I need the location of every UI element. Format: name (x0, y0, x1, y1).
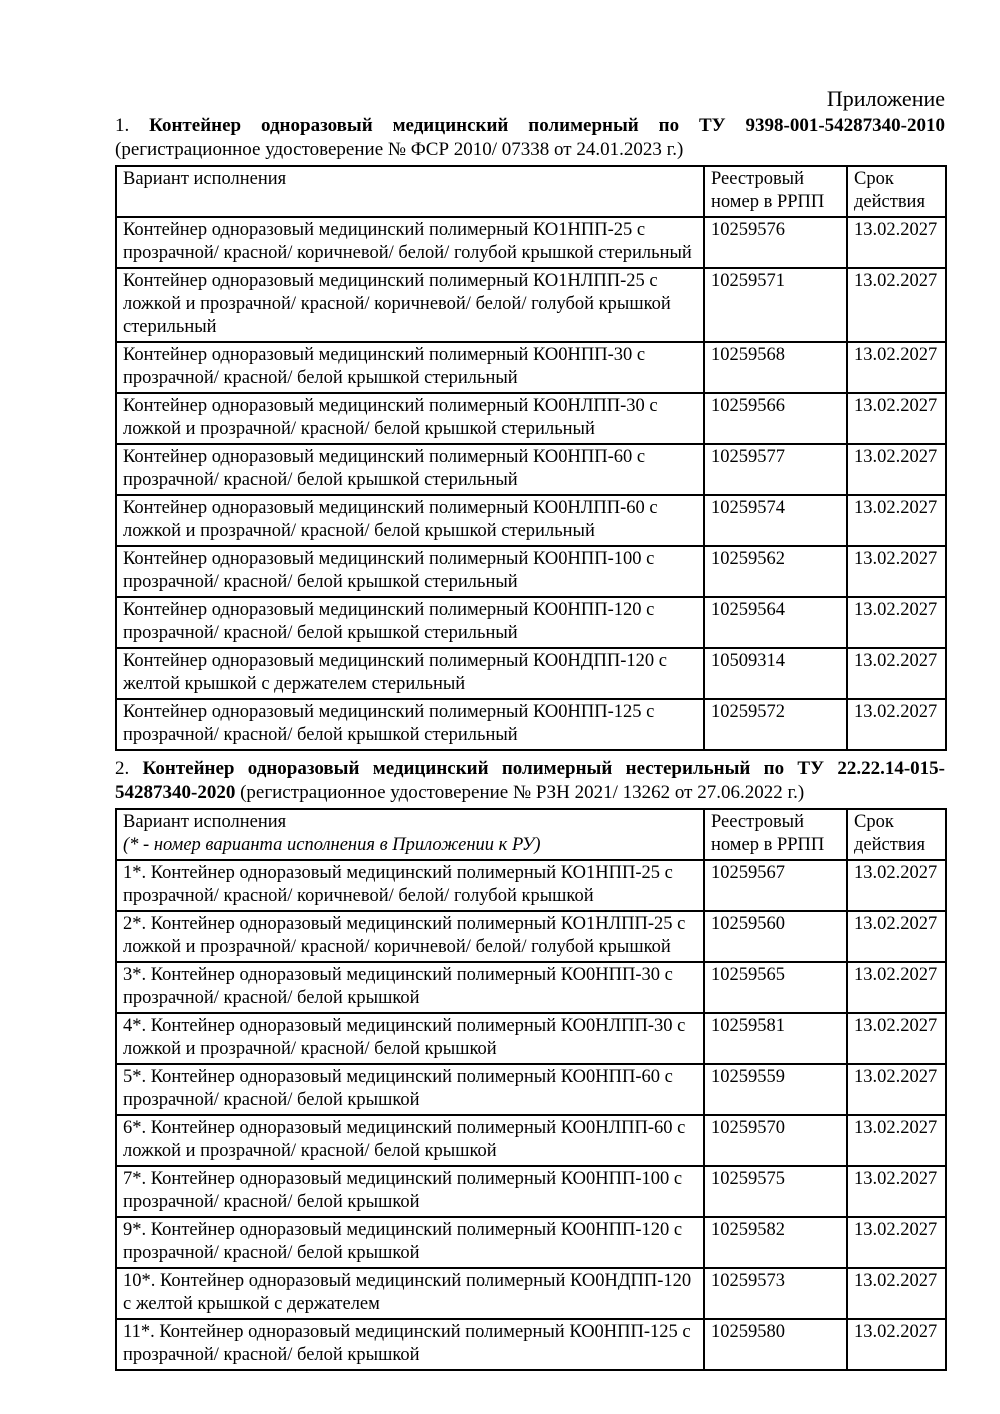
table-header (116, 809, 946, 860)
table-row (116, 1319, 946, 1370)
section-heading (115, 114, 945, 162)
section-title: Контейнер одноразовый медицинский полимерный нестерильный по ТУ 22.22.14-015-54287340-2020 (115, 758, 945, 803)
variant-cell: Контейнер одноразовый медицинский полимерный КО0НПП-60 с прозрачной/ красной/ белой крышкой стерильный (116, 444, 704, 495)
variant-cell: 9*. Контейнер одноразовый медицинский полимерный КО0НПП-120 с прозрачной/ красной/ белой крышкой (116, 1217, 704, 1268)
table-row (116, 648, 946, 699)
column-header-variant-label: Вариант исполнения (123, 169, 287, 189)
table-row (116, 268, 946, 342)
table-row (116, 217, 946, 268)
table-row (116, 1166, 946, 1217)
expiry-date-cell: 13.02.2027 (847, 1268, 946, 1319)
table-row (116, 546, 946, 597)
column-header-expiry: Срок действия (847, 166, 946, 217)
appendix-label: Приложение (826, 86, 945, 111)
registry-number-cell: 10259565 (704, 962, 847, 1013)
variant-cell: Контейнер одноразовый медицинский полимерный КО0НПП-120 с прозрачной/ красной/ белой крышкой стерильный (116, 597, 704, 648)
registry-number-cell: 10259564 (704, 597, 847, 648)
variant-cell: 6*. Контейнер одноразовый медицинский полимерный КО0НЛПП-60 с ложкой и прозрачной/ красной/ белой крышкой (116, 1115, 704, 1166)
variant-cell: 10*. Контейнер одноразовый медицинский полимерный КО0НДПП-120 с желтой крышкой с держателем (116, 1268, 704, 1319)
registry-number-cell: 10259577 (704, 444, 847, 495)
registry-number-cell: 10259581 (704, 1013, 847, 1064)
variant-cell: 4*. Контейнер одноразовый медицинский полимерный КО0НЛПП-30 с ложкой и прозрачной/ красной/ белой крышкой (116, 1013, 704, 1064)
variant-cell: 2*. Контейнер одноразовый медицинский полимерный КО1НЛПП-25 с ложкой и прозрачной/ красной/ коричневой/ белой/ голубой крышкой (116, 911, 704, 962)
expiry-date-cell: 13.02.2027 (847, 911, 946, 962)
variant-cell: Контейнер одноразовый медицинский полимерный КО1НЛПП-25 с ложкой и прозрачной/ красной/ коричневой/ белой/ голубой крышкой стерильный (116, 268, 704, 342)
expiry-date-cell: 13.02.2027 (847, 268, 946, 342)
table-header-row (116, 809, 946, 860)
section-heading (115, 757, 945, 805)
section-number: 1. (115, 115, 130, 136)
expiry-date-cell: 13.02.2027 (847, 217, 946, 268)
table-body (116, 860, 946, 1370)
expiry-date-cell: 13.02.2027 (847, 1115, 946, 1166)
table-header-row (116, 166, 946, 217)
registry-table-nonsterile (115, 808, 947, 1371)
table-row (116, 342, 946, 393)
registry-number-cell: 10259571 (704, 268, 847, 342)
registry-number-cell: 10259580 (704, 1319, 847, 1370)
table-row (116, 860, 946, 911)
registry-number-cell: 10259567 (704, 860, 847, 911)
variant-cell: 3*. Контейнер одноразовый медицинский полимерный КО0НПП-30 с прозрачной/ красной/ белой крышкой (116, 962, 704, 1013)
expiry-date-cell: 13.02.2027 (847, 962, 946, 1013)
expiry-date-cell: 13.02.2027 (847, 342, 946, 393)
registry-number-cell: 10259559 (704, 1064, 847, 1115)
variant-cell: Контейнер одноразовый медицинский полимерный КО0НЛПП-30 с ложкой и прозрачной/ красной/ белой крышкой стерильный (116, 393, 704, 444)
registry-table-sterile (115, 165, 947, 751)
section-subtitle: (регистрационное удостоверение № ФСР 2010/ 07338 от 24.01.2023 г.) (115, 139, 684, 160)
table-row (116, 699, 946, 750)
registry-number-cell: 10259570 (704, 1115, 847, 1166)
table-row (116, 597, 946, 648)
table-row (116, 444, 946, 495)
registry-number-cell: 10259562 (704, 546, 847, 597)
table-row (116, 1013, 946, 1064)
variant-cell: Контейнер одноразовый медицинский полимерный КО1НПП-25 с прозрачной/ красной/ коричневой/ белой/ голубой крышкой стерильный (116, 217, 704, 268)
column-header-variant-label: Вариант исполнения (123, 812, 287, 832)
section-subtitle: (регистрационное удостоверение № РЗН 2021/ 13262 от 27.06.2022 г.) (240, 782, 805, 803)
section-title: Контейнер одноразовый медицинский полимерный по ТУ 9398-001-54287340-2010 (149, 115, 945, 136)
variant-cell: Контейнер одноразовый медицинский полимерный КО0НЛПП-60 с ложкой и прозрачной/ красной/ белой крышкой стерильный (116, 495, 704, 546)
table-row (116, 495, 946, 546)
table-row (116, 962, 946, 1013)
column-header-expiry: Срок действия (847, 809, 946, 860)
variant-cell: Контейнер одноразовый медицинский полимерный КО0НПП-125 с прозрачной/ красной/ белой крышкой стерильный (116, 699, 704, 750)
section-nonsterile-containers (115, 757, 945, 1371)
expiry-date-cell: 13.02.2027 (847, 393, 946, 444)
expiry-date-cell: 13.02.2027 (847, 444, 946, 495)
table-header (116, 166, 946, 217)
registry-number-cell: 10259576 (704, 217, 847, 268)
column-header-registry-number: Реестровый номер в РРПП (704, 166, 847, 217)
expiry-date-cell: 13.02.2027 (847, 1319, 946, 1370)
expiry-date-cell: 13.02.2027 (847, 597, 946, 648)
registry-number-cell: 10259575 (704, 1166, 847, 1217)
registry-number-cell: 10259566 (704, 393, 847, 444)
registry-number-cell: 10259572 (704, 699, 847, 750)
registry-number-cell: 10259582 (704, 1217, 847, 1268)
table-row (116, 393, 946, 444)
expiry-date-cell: 13.02.2027 (847, 648, 946, 699)
table-body (116, 217, 946, 750)
expiry-date-cell: 13.02.2027 (847, 1064, 946, 1115)
expiry-date-cell: 13.02.2027 (847, 699, 946, 750)
expiry-date-cell: 13.02.2027 (847, 495, 946, 546)
table-row (116, 1115, 946, 1166)
variant-cell: 1*. Контейнер одноразовый медицинский полимерный КО1НПП-25 с прозрачной/ красной/ коричневой/ белой/ голубой крышкой (116, 860, 704, 911)
registry-number-cell: 10259574 (704, 495, 847, 546)
variant-cell: Контейнер одноразовый медицинский полимерный КО0НДПП-120 с желтой крышкой с держателем стерильный (116, 648, 704, 699)
expiry-date-cell: 13.02.2027 (847, 1013, 946, 1064)
section-sterile-containers (115, 114, 945, 751)
registry-number-cell: 10509314 (704, 648, 847, 699)
table-row (116, 1217, 946, 1268)
table-row (116, 911, 946, 962)
expiry-date-cell: 13.02.2027 (847, 860, 946, 911)
column-header-variant (116, 166, 704, 217)
variant-cell: Контейнер одноразовый медицинский полимерный КО0НПП-100 с прозрачной/ красной/ белой крышкой стерильный (116, 546, 704, 597)
expiry-date-cell: 13.02.2027 (847, 546, 946, 597)
registry-number-cell: 10259560 (704, 911, 847, 962)
variant-cell: 7*. Контейнер одноразовый медицинский полимерный КО0НПП-100 с прозрачной/ красной/ белой крышкой (116, 1166, 704, 1217)
variant-cell: 5*. Контейнер одноразовый медицинский полимерный КО0НПП-60 с прозрачной/ красной/ белой крышкой (116, 1064, 704, 1115)
variant-cell: 11*. Контейнер одноразовый медицинский полимерный КО0НПП-125 с прозрачной/ красной/ белой крышкой (116, 1319, 704, 1370)
column-header-variant (116, 809, 704, 860)
table-row (116, 1268, 946, 1319)
section-number: 2. (115, 758, 130, 779)
table-row (116, 1064, 946, 1115)
expiry-date-cell: 13.02.2027 (847, 1166, 946, 1217)
expiry-date-cell: 13.02.2027 (847, 1217, 946, 1268)
registry-number-cell: 10259568 (704, 342, 847, 393)
column-header-variant-note: (* - номер варианта исполнения в Приложении к РУ) (123, 835, 541, 855)
variant-cell: Контейнер одноразовый медицинский полимерный КО0НПП-30 с прозрачной/ красной/ белой крышкой стерильный (116, 342, 704, 393)
column-header-registry-number: Реестровый номер в РРПП (704, 809, 847, 860)
registry-number-cell: 10259573 (704, 1268, 847, 1319)
